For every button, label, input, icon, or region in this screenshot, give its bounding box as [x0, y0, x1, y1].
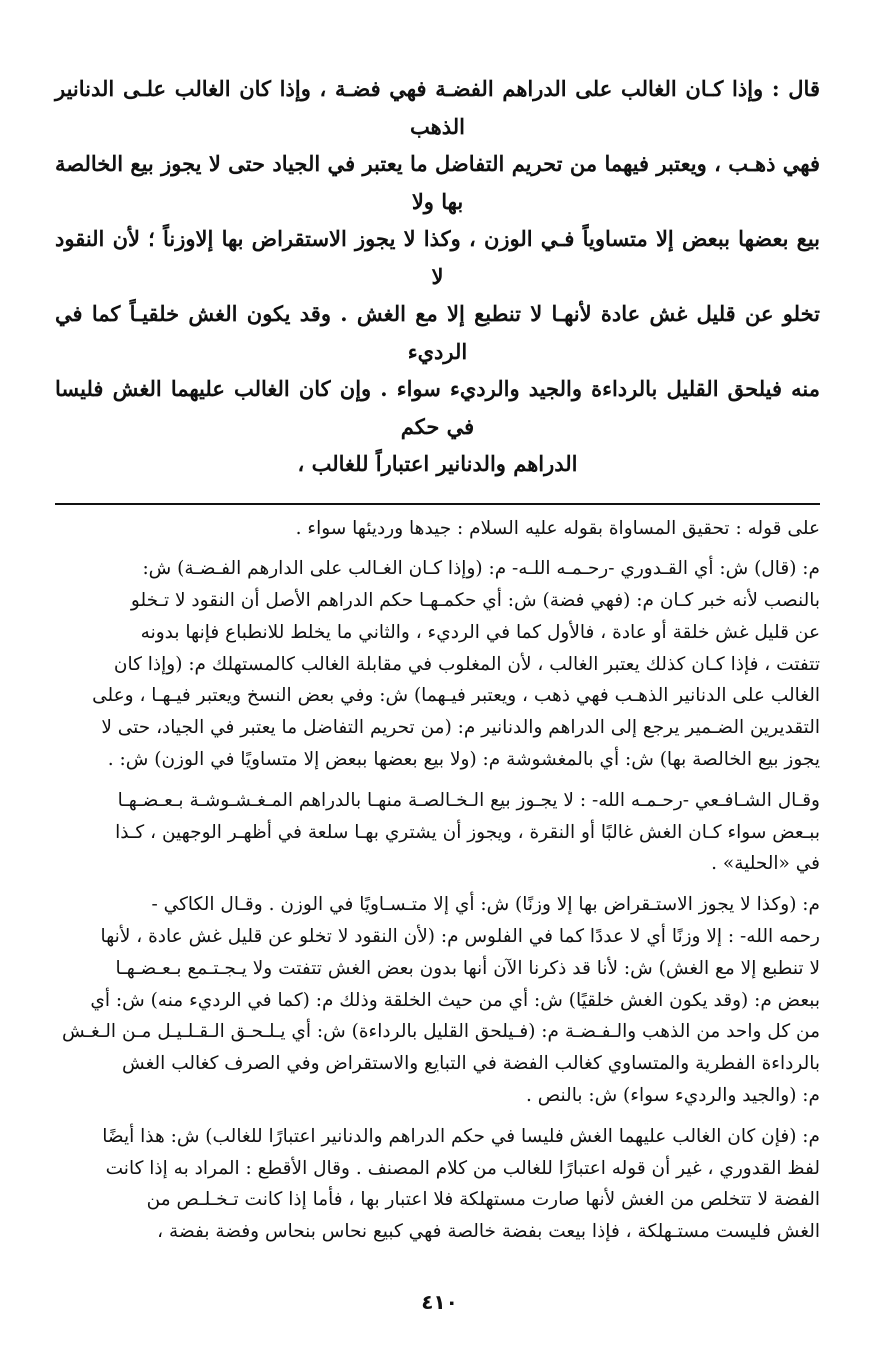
commentary-line: يجوز بيع الخالصة بها) ش: أي بالمغشوشة م: (ولا بيع بعضها ببعض إلا متساويًا في الوزن) ش: .	[107, 749, 820, 771]
commentary-line: م: (وكذا لا يجوز الاستـقراض بها إلا وزنًا) ش: أي إلا متـسـاويًا في الوزن . وقـال الكاكي -	[151, 894, 820, 916]
commentary-line: بالرداءة الفطرية والمتساوي كغالب الفضة في التبايع والاستقراض وفي الصرف كغالب الغش	[122, 1053, 820, 1075]
main-text-line: تخلو عن قليل غش عادة لأنهـا لا تنطبع إلا مع الغش . وقد يكون الغش خلقيـاً كما في الرديء	[55, 301, 820, 364]
main-text-line: الدراهم والدنانير اعتباراً للغالب ،	[297, 451, 578, 476]
commentary-paragraph-5	[55, 1121, 820, 1248]
commentary-line: عن قليل غش خلقة أو عادة ، فالأول كما في الرديء ، والثاني ما يخلط للانطباع فإنها بدونه	[140, 621, 820, 643]
main-text-line: منه فيلحق القليل بالرداءة والجيد والرديء سواء . وإن كان الغالب عليهما الغش فليسا في حكم	[55, 376, 820, 439]
main-text-line: بيع بعضها ببعض إلا متساوياً فـي الوزن ، وكذا لا يجوز الاستقراض بها إلاوزناً ؛ لأن النقود لا	[55, 226, 820, 289]
commentary-paragraph-1	[55, 513, 820, 545]
commentary-line: م: (والجيد والرديء سواء) ش: بالنص .	[526, 1085, 820, 1107]
commentary-line: ببعض م: (وقد يكون الغش خلقيًا) ش: أي من حيث الخلقة وذلك م: (كما في الرديء منه) ش: أي	[90, 989, 820, 1011]
page-content	[55, 70, 820, 1248]
commentary-line: الفضة لا تتخلص من الغش لأنها صارت مستهلكة فلا اعتبار بها ، فأما إذا كانت تـخـلـص من	[146, 1189, 820, 1211]
commentary-line: على قوله : تحقيق المساواة بقوله عليه السلام : جيدها ورديئها سواء .	[295, 517, 820, 539]
commentary-line: ببـعض سواء كـان الغش غالبًا أو النقرة ، ويجوز أن يشتري بهـا سلعة في أظهـر الوجهين ، كـذا	[115, 821, 820, 843]
commentary-line: م: (قال) ش: أي القـدوري -رحـمـه اللـه- م: (وإذا كـان الغـالب على الدارهم الفـضـة) ش:	[142, 558, 820, 580]
commentary-line: لفظ القدوري ، غير أن قوله اعتبارًا للغالب من كلام المصنف . وقال الأقطع : المراد به إذا كانت	[105, 1157, 820, 1179]
commentary-paragraph-2	[55, 553, 820, 776]
commentary-line: بالنصب لأنه خبر كـان م: (فهي فضة) ش: أي حكمـهـا حكم الدراهم الأصل أن النقود لا تـخلو	[130, 590, 820, 612]
commentary-line: في «الحلية» .	[711, 853, 820, 875]
commentary-paragraph-4	[55, 889, 820, 1112]
commentary-line: لا تنطبع إلا مع الغش) ش: لأنا قد ذكرنا الآن أنها بدون بعض الغش تتفتت ولا يـجـتـمع بـعـضـهـا	[115, 957, 820, 979]
commentary-line: تتفتت ، فإذا كـان كذلك يعتبر الغالب ، لأن المغلوب في مقابلة الغالب كالمستهلك م: (وإذا كان	[113, 653, 820, 675]
page-number: ٤١٠	[421, 1290, 458, 1314]
commentary-line: رحمه الله- : إلا وزنًا أي لا عددًا كما في الفلوس م: (لأن النقود لا تخلو عن قليل غش عادة ، لأنها	[100, 926, 820, 948]
commentary-paragraph-3	[55, 785, 820, 880]
commentary-line: الغش فليست مستـهلكة ، فإذا بيعت بفضة خالصة فهي كبيع نحاس بنحاس وفضة بفضة ،	[157, 1221, 820, 1243]
commentary-line: من كل واحد من الذهب والـفـضـة م: (فـيلحق القليل بالرداءة) ش: أي يـلـحـق الـقـلـيـل مـن الـغـش	[61, 1021, 820, 1043]
commentary-line: التقديرين الضـمير يرجع إلى الدراهم والدنانير م: (من تحريم التفاضل ما يعتبر في الجياد، حتى لا	[101, 717, 820, 739]
commentary-line: الغالب على الدنانير الذهـب فهي ذهب ، ويعتبر فيـهما) ش: وفي بعض النسخ ويعتبر فيـهـا ، وعلى	[92, 685, 820, 707]
commentary-line: وقـال الشـافـعي -رحـمـه الله- : لا يجـوز بيع الـخـالصـة منهـا بالدراهم المـغـشـوشـة بـعـضـهـا	[117, 789, 820, 811]
main-text-line: فهي ذهـب ، ويعتبر فيهما من تحريم التفاضل ما يعتبر في الجياد حتى لا يجوز بيع الخالصة بها ولا	[55, 151, 820, 214]
main-text-line: قال : وإذا كـان الغالب على الدراهم الفضـة فهي فضـة ، وإذا كان الغالب علـى الدنانير الذهب	[55, 76, 820, 139]
commentary-line: م: (فإن كان الغالب عليهما الغش فليسا في حكم الدراهم والدنانير اعتبارًا للغالب) ش: هذا أيضًا	[102, 1125, 820, 1147]
main-text	[55, 70, 820, 483]
section-divider	[55, 503, 820, 505]
